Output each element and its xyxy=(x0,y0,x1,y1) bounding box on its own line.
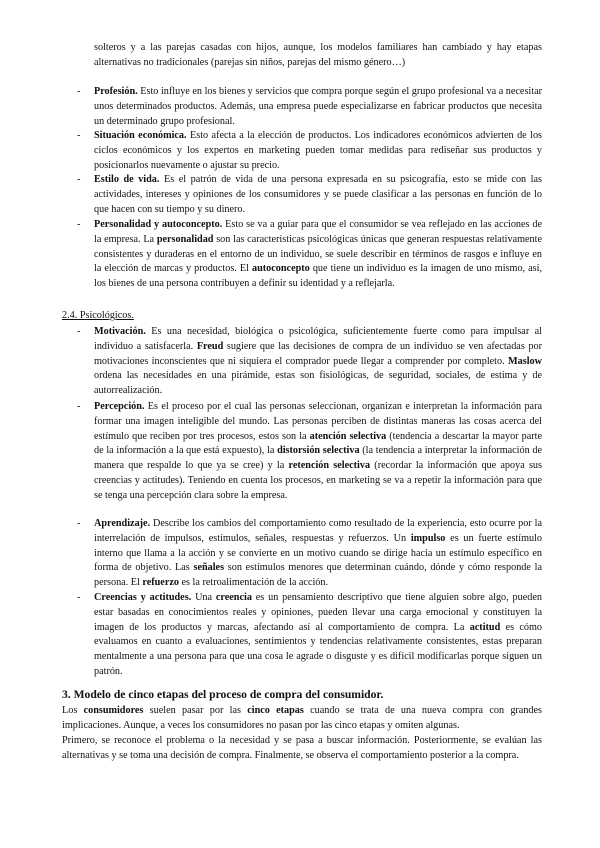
keyword: Freud xyxy=(196,340,224,352)
keyword: impulso xyxy=(410,532,446,544)
list-item-aprendizaje xyxy=(77,517,543,591)
term: Creencias y actitudes. xyxy=(94,592,192,603)
bullet-dash: - xyxy=(77,86,81,97)
item-text: ordena las necesidades en una pirámide, estas son fisiológicas, de seguridad, sociales, de estima y de autorrealización. xyxy=(94,370,542,397)
term: Motivación. xyxy=(94,326,146,337)
section-heading-2-4: 2.4. Psicológicos. xyxy=(62,310,134,321)
paragraph-etapas: Primero, se reconoce el problema o la necesidad y se pasa a buscar información. Posteriormente, se evalúan las alternativas y se toma una decisión de compra. Finalmente, se observa el comportamiento posterior a la compra. xyxy=(62,735,542,761)
section-heading-3: 3. Modelo de cinco etapas del proceso de compra del consumidor. xyxy=(62,688,384,701)
bullet-dash: - xyxy=(77,592,81,603)
item-text: Es el proceso por el cual las personas seleccionan, organizan e interpretan la información para formar una imagen inteligible del mundo. Las personas perciben de distintas maneras las cosas acerca del estímulo que reciben por tres procesos, estos son la xyxy=(94,401,542,442)
bullet-dash: - xyxy=(77,518,81,529)
item-text: Es una necesidad, biológica o psicológica, suficientemente fuerte como para impulsar al individuo a satisfacerla. xyxy=(94,326,542,352)
item-text: Esto influye en los bienes y servicios que compra porque según el grupo profesional va a necesitar unos determinados productos. Además, una empresa puede especializarse en fabricar productos que necesita un determinado grupo profesional. xyxy=(94,86,542,127)
item-text: son estímulos menores que determinan cuándo, dónde y cómo responde la persona. El xyxy=(94,562,542,589)
keyword: atención selectiva xyxy=(309,430,387,442)
item-text: (la tendencia a interpretar la información de manera que respalde lo que ya se cree) y la xyxy=(94,445,543,472)
keyword: autoconcepto xyxy=(252,263,310,275)
list-item-profesion xyxy=(77,85,542,129)
keyword: actitud xyxy=(469,621,501,633)
term: Situación económica. xyxy=(94,130,187,141)
list-item-motivacion xyxy=(77,325,542,399)
keyword: refuerzo xyxy=(142,577,179,589)
keyword: personalidad xyxy=(156,233,214,245)
keyword: creencia xyxy=(215,592,252,603)
paragraph-consumidores xyxy=(62,704,542,734)
term: Estilo de vida. xyxy=(94,174,160,185)
keyword: consumidores xyxy=(83,705,144,716)
text: cuando se trata de una nueva compra con grandes implicaciones. Aunque, a veces los consumidores no pasan por las cinco etapas y omiten algunas. xyxy=(62,705,543,731)
list-item-personalidad xyxy=(77,218,543,292)
keyword: distorsión selectiva xyxy=(277,445,360,457)
item-text: que tiene un individuo es la imagen de uno mismo, así, los bienes de una persona contribuyen a definir su identidad y a reflejarla. xyxy=(94,263,543,290)
item-text: son las características psicológicas únicas que generan respuestas relativamente consistentes y duraderas en el entorno de un individuo, se suele describir en términos de rasgos e influye en la elección de marcas y productos. El xyxy=(94,233,543,275)
bullet-dash: - xyxy=(77,174,81,185)
bullet-dash: - xyxy=(77,401,81,412)
term: Percepción. xyxy=(94,401,145,412)
term: Profesión. xyxy=(94,86,138,97)
bullet-dash: - xyxy=(77,219,81,230)
list-item-situacion-economica xyxy=(77,129,543,173)
list-item-estilo-de-vida xyxy=(77,173,542,217)
item-text: es la retroalimentación de la acción. xyxy=(178,577,329,589)
item-text: sugiere que las decisiones de compra de un individuo se ven afectadas por motivaciones inconscientes que ni siquiera el comprador puede llegar a comprender por completo. xyxy=(94,340,542,367)
item-text: es un fuerte estímulo interno que llama a la acción y se convierte en un motivo cuando se dirige hacia un estímulo específico en forma de objetivo. Las xyxy=(94,532,543,574)
item-text: Es el patrón de vida de una persona expresada en su psicografía, esto se mide con las actividades, intereses y opiniones de los consumidores y se puede clasificar a las personas en función de lo que hacen con su tiempo y su dinero. xyxy=(94,174,542,215)
text: suelen pasar por las xyxy=(143,705,248,716)
item-text: (recordar la información que apoya sus creencias y actitudes). Teniendo en cuenta los procesos, en marketing se va a repetir la información para que se tenga una percepción clara sobre la empresa. xyxy=(94,460,542,501)
term: Aprendizaje. xyxy=(94,518,151,529)
list-item-percepcion xyxy=(77,400,543,504)
list-item-creencias xyxy=(77,591,542,680)
item-text: Una xyxy=(191,592,216,603)
item-text: Describe los cambios del comportamiento como resultado de la experiencia, esto ocurre por la interrelación de impulsos, estímulos, señales, respuestas y refuerzos. Un xyxy=(94,518,542,544)
item-text: Esto afecta a la elección de productos. Los indicadores económicos advierten de los ciclos económicos y los expertos en marketing pueden tomar medidas para rediseñar sus productos y posicionarlos nuevamente o ajustar su precio. xyxy=(94,130,543,171)
text: Los xyxy=(62,705,84,716)
keyword: cinco etapas xyxy=(247,705,304,716)
keyword: Maslow xyxy=(508,355,542,367)
item-text: es un pensamiento descriptivo que tiene alguien sobre algo, pueden estar basadas en conocimientos reales y opiniones, pueden llevar una carga emocional y constituyen la imagen de los productos y marcas, afectando así al comportamiento de compra. La xyxy=(94,592,542,633)
keyword: retención selectiva xyxy=(288,460,371,472)
intro-paragraph: solteros y a las parejas casadas con hijos, aunque, los modelos familiares han cambiado y hay etapas alternativas no tradicionales (parejas sin niños, parejas del mismo género…) xyxy=(94,42,542,68)
bullet-dash: - xyxy=(77,130,81,141)
item-text: es cómo evaluamos en cuanto a evaluaciones, sentimientos y tendencias relativamente consistentes, estas preparan mentalmente a una persona para que una cosa le agrade o disguste y es difícil modificarlas porque siguen un patrón. xyxy=(94,621,542,677)
bullet-dash: - xyxy=(77,326,81,337)
term: Personalidad y autoconcepto. xyxy=(94,219,223,230)
keyword: señales xyxy=(193,562,225,574)
item-text: Esto se va a guiar para que el consumidor se vea reflejado en las acciones de la empresa. La xyxy=(94,219,542,245)
item-text: (tendencia a descartar la mayor parte de la información a la que está expuesto), la xyxy=(94,430,542,457)
